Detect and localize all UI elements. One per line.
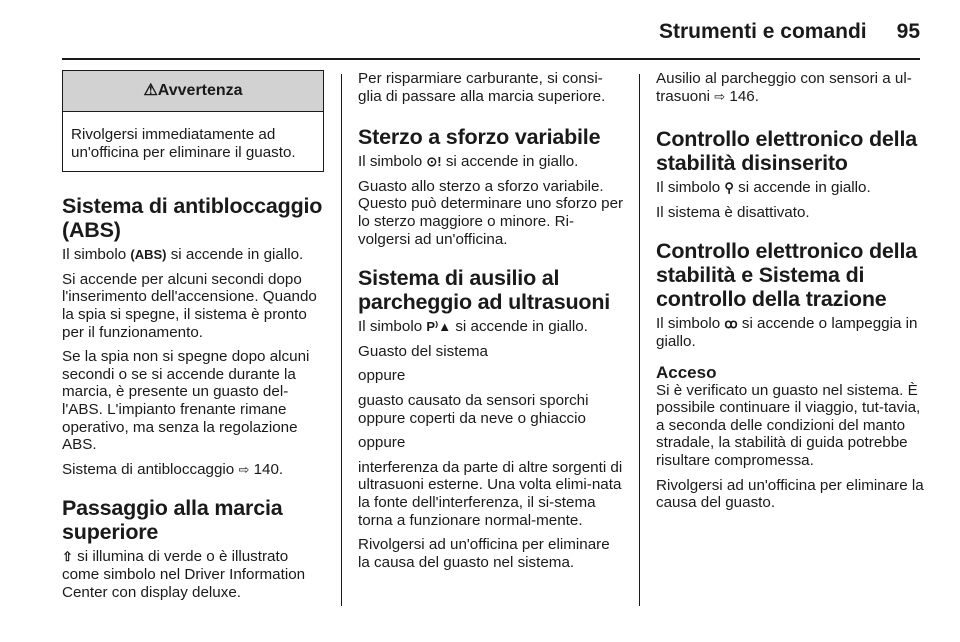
warning-box [62,70,324,172]
section-heading-parking: Sistema di ausilio al parcheggio ad ultrasuoni [358,266,611,315]
cross-reference: Sistema di antibloccaggio ⇨ 140. [62,460,284,478]
arrow-right-icon: ⇨ [714,88,726,104]
paragraph: Il simbolo ⊙! si accende in giallo. [358,153,579,171]
paragraph: Guasto allo sterzo a sforzo variabile. Questo può determinare uno sforzo per lo sterzo maggiore o minore. Ri-volgersi ad un'officina. [358,177,624,248]
column-divider [341,74,342,606]
section-heading-esp-off: Controllo elettronico della stabilità disinserito [656,127,917,176]
warning-title: Avvertenza [157,82,243,100]
paragraph: oppure [358,434,406,452]
warning-icon: ⚠ [143,82,158,100]
esp-off-icon: ⚲ [724,180,734,196]
paragraph: Si accende per alcuni secondi dopo l'inserimento dell'accensione. Quando la spia si spegne, il sistema è pronto per il funzionamento. [62,270,317,341]
upshift-icon: ⇧ [62,549,73,565]
paragraph: oppure [358,367,406,385]
paragraph: Si è verificato un guasto nel sistema. È possibile continuare il viaggio, tut-tavia, a seconda delle condizioni del manto stradale, la stabilità di guida potrebbe risultare compromessa. [656,381,921,469]
paragraph: Per risparmiare carburante, si consi-glia di passare alla marcia superiore. [358,70,606,105]
page-header [62,14,920,50]
parking-assist-icon: P⁾▲ [426,319,452,335]
paragraph: Il simbolo ꝏ si accende o lampeggia in giallo. [656,315,918,350]
column-3 [656,70,924,519]
section-heading-steering: Sterzo a sforzo variabile [358,125,601,150]
paragraph: Il simbolo (ABS) si accende in giallo. [62,246,304,264]
column-2 [358,70,624,578]
warning-header [63,71,323,112]
section-heading-abs: Sistema di antibloccaggio (ABS) [62,194,323,243]
section-heading-upshift: Passaggio alla marcia superiore [62,496,283,545]
paragraph: Rivolgersi ad un'officina per eliminare la causa del guasto. [656,476,924,512]
paragraph: interferenza da parte di altre sorgenti di ultrasuoni esterne. Una volta elimi-nata la fonte dell'interferenza, il si-stema torna a funzionare normal-mente. [358,458,623,529]
cross-reference: Ausilio al parcheggio con sensori a ul-trasuoni ⇨ 146. [656,70,912,105]
header-rule [62,58,920,60]
paragraph: Guasto del sistema [358,342,488,360]
section-heading-esp: Controllo elettronico della stabilità e Sistema di controllo della trazione [656,239,917,312]
warning-body [63,112,323,171]
paragraph: ⇧ si illumina di verde o è illustrato come simbolo nel Driver Information Center con display deluxe. [62,548,306,601]
paragraph: guasto causato da sensori sporchi oppure coperti da neve o ghiaccio [358,391,589,427]
paragraph: Il simbolo ⚲ si accende in giallo. [656,179,871,197]
warning-text: Rivolgersi immediatamente ad un'officina per eliminare il guasto. [71,126,296,161]
paragraph: Il simbolo P⁾▲ si accende in giallo. [358,318,588,336]
paragraph: Il sistema è disattivato. [656,203,810,221]
esp-icon: ꝏ [724,316,738,332]
paragraph: Rivolgersi ad un'officina per eliminare la causa del guasto nel sistema. [358,536,610,571]
page-title: Strumenti e comandi [658,20,867,43]
steering-warning-icon: ⊙! [426,154,442,170]
abs-icon: (ABS) [130,247,167,263]
column-1 [62,70,324,608]
arrow-right-icon: ⇨ [238,461,250,477]
column-divider [639,74,640,606]
subheading-acceso: Acceso [656,362,717,382]
paragraph: Se la spia non si spegne dopo alcuni secondi o se si accende durante la marcia, è presente un guasto del-l'ABS. L'impianto frenante rimane operativo, ma senza la regolazione ABS. [62,348,310,454]
page-number: 95 [896,20,920,43]
